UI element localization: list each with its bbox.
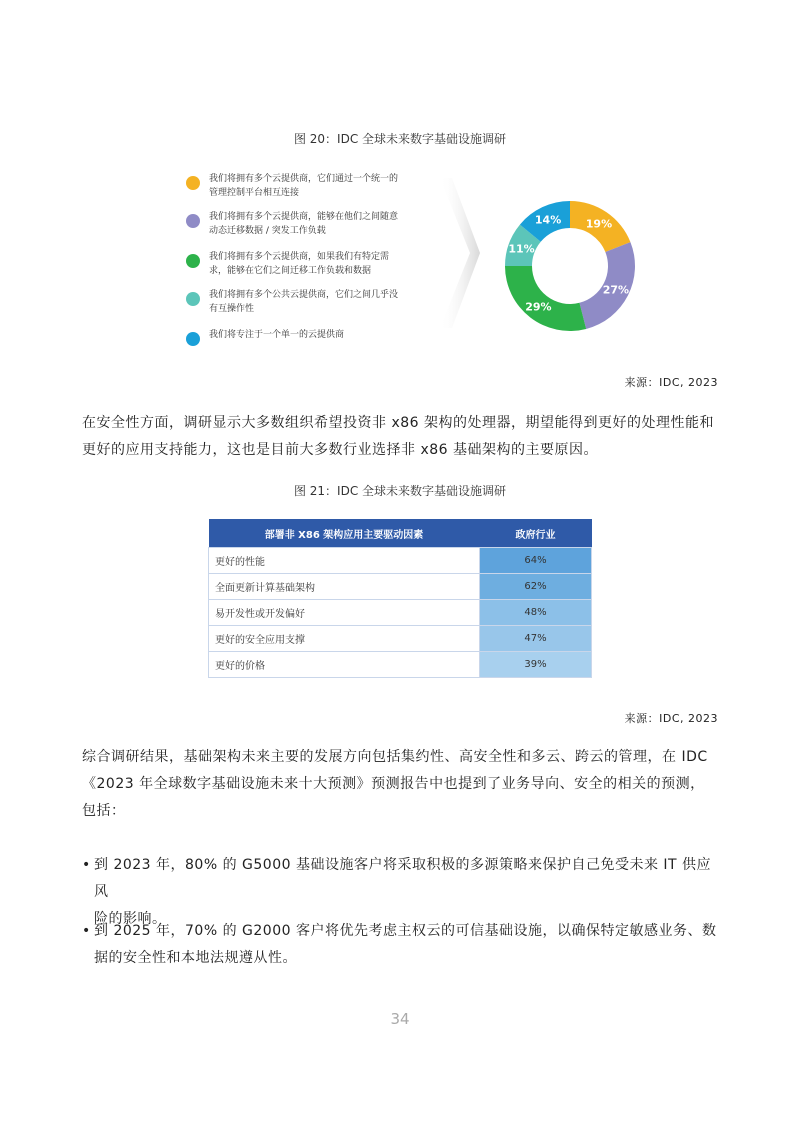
legend-label: 我们将拥有多个云提供商，能够在他们之间随意动态迁移数据 / 突发工作负载 <box>209 212 399 236</box>
row-value: 64% <box>480 548 592 574</box>
legend-label: 我们将拥有多个云提供商，它们通过一个统一的管理控制平台相互连接 <box>209 174 399 198</box>
row-label: 易开发性或开发偏好 <box>209 600 480 626</box>
legend-label: 我们将拥有多个公共云提供商，它们之间几乎没有互操作性 <box>209 290 399 314</box>
row-label: 更好的性能 <box>209 548 480 574</box>
text-line: 《2023 年全球数字基础设施未来十大预测》预测报告中也提到了业务导向、安全的相关的预测， <box>82 776 705 792</box>
table-row <box>209 652 592 678</box>
legend-item <box>186 328 399 346</box>
row-value: 48% <box>480 600 592 626</box>
row-value: 39% <box>480 652 592 678</box>
slice-label: 14% <box>534 213 562 227</box>
row-label: 全面更新计算基础架构 <box>209 574 480 600</box>
figure-20-title: 图 20：IDC 全球未来数字基础设施调研 <box>293 132 507 146</box>
body-paragraph: 在安全性方面，调研显示大多数组织希望投资非 x86 架构的处理器，期望能得到更好的处理性能和更好的应用支持能力，这也是目前大多数行业选择非 x86 基础架构的主要原因。 <box>82 415 714 458</box>
legend-dot <box>186 292 200 306</box>
slice-label: 11% <box>508 242 535 256</box>
legend-item <box>186 288 399 316</box>
slice-label: 29% <box>525 300 552 314</box>
chevron-right-icon <box>440 178 480 328</box>
table-header-row <box>209 519 592 548</box>
driver-table <box>208 519 592 678</box>
text-line: 综合调研结果，基础架构未来主要的发展方向包括集约性、高安全性和多云、跨云的管理，在 IDC <box>82 749 708 765</box>
page-number: 34 <box>390 1010 410 1028</box>
legend-dot <box>186 214 200 228</box>
slice-label: 27% <box>602 283 630 297</box>
table-row <box>209 600 592 626</box>
row-label: 更好的价格 <box>209 652 480 678</box>
slice-label: 19% <box>585 217 613 231</box>
bullet-marker: • <box>82 923 91 939</box>
legend-dot <box>186 254 200 268</box>
table-row <box>209 574 592 600</box>
bullet-marker: • <box>82 857 91 873</box>
text-line: 据的安全性和本地法规遵从性。 <box>94 950 297 966</box>
text-line: 包括： <box>82 803 126 819</box>
figure-20-source: 来源：IDC, 2023 <box>624 376 718 389</box>
donut-slice <box>505 266 586 331</box>
legend-item <box>186 210 399 238</box>
legend-dot <box>186 176 200 190</box>
donut-chart <box>490 186 650 346</box>
figure-21-title: 图 21：IDC 全球未来数字基础设施调研 <box>293 484 507 498</box>
legend-label: 我们将专注于一个单一的云提供商 <box>209 330 345 340</box>
table-row <box>209 626 592 652</box>
row-value: 47% <box>480 626 592 652</box>
row-value: 62% <box>480 574 592 600</box>
figure-21-source: 来源：IDC, 2023 <box>624 712 718 725</box>
text-line: 险的影响。 <box>94 911 167 927</box>
row-label: 更好的安全应用支撑 <box>209 626 480 652</box>
body-paragraph <box>82 744 718 825</box>
legend-label: 我们将拥有多个云提供商，如果我们有特定需求，能够在它们之间迁移工作负载和数据 <box>209 252 390 276</box>
text-line: 到 2025 年，70% 的 G2000 客户将优先考虑主权云的可信基础设施，以确保特定敏感业务、数 <box>94 923 717 939</box>
column-header: 部署非 X86 架构应用主要驱动因素 <box>209 519 480 548</box>
text-line: 到 2023 年，80% 的 G5000 基础设施客户将采取积极的多源策略来保护自己免受未来 IT 供应风 <box>94 857 712 900</box>
legend-item <box>186 172 399 200</box>
legend-item <box>186 250 399 278</box>
legend-dot <box>186 332 200 346</box>
column-header: 政府行业 <box>480 519 592 548</box>
table-row <box>209 548 592 574</box>
bullet-item <box>82 918 718 972</box>
